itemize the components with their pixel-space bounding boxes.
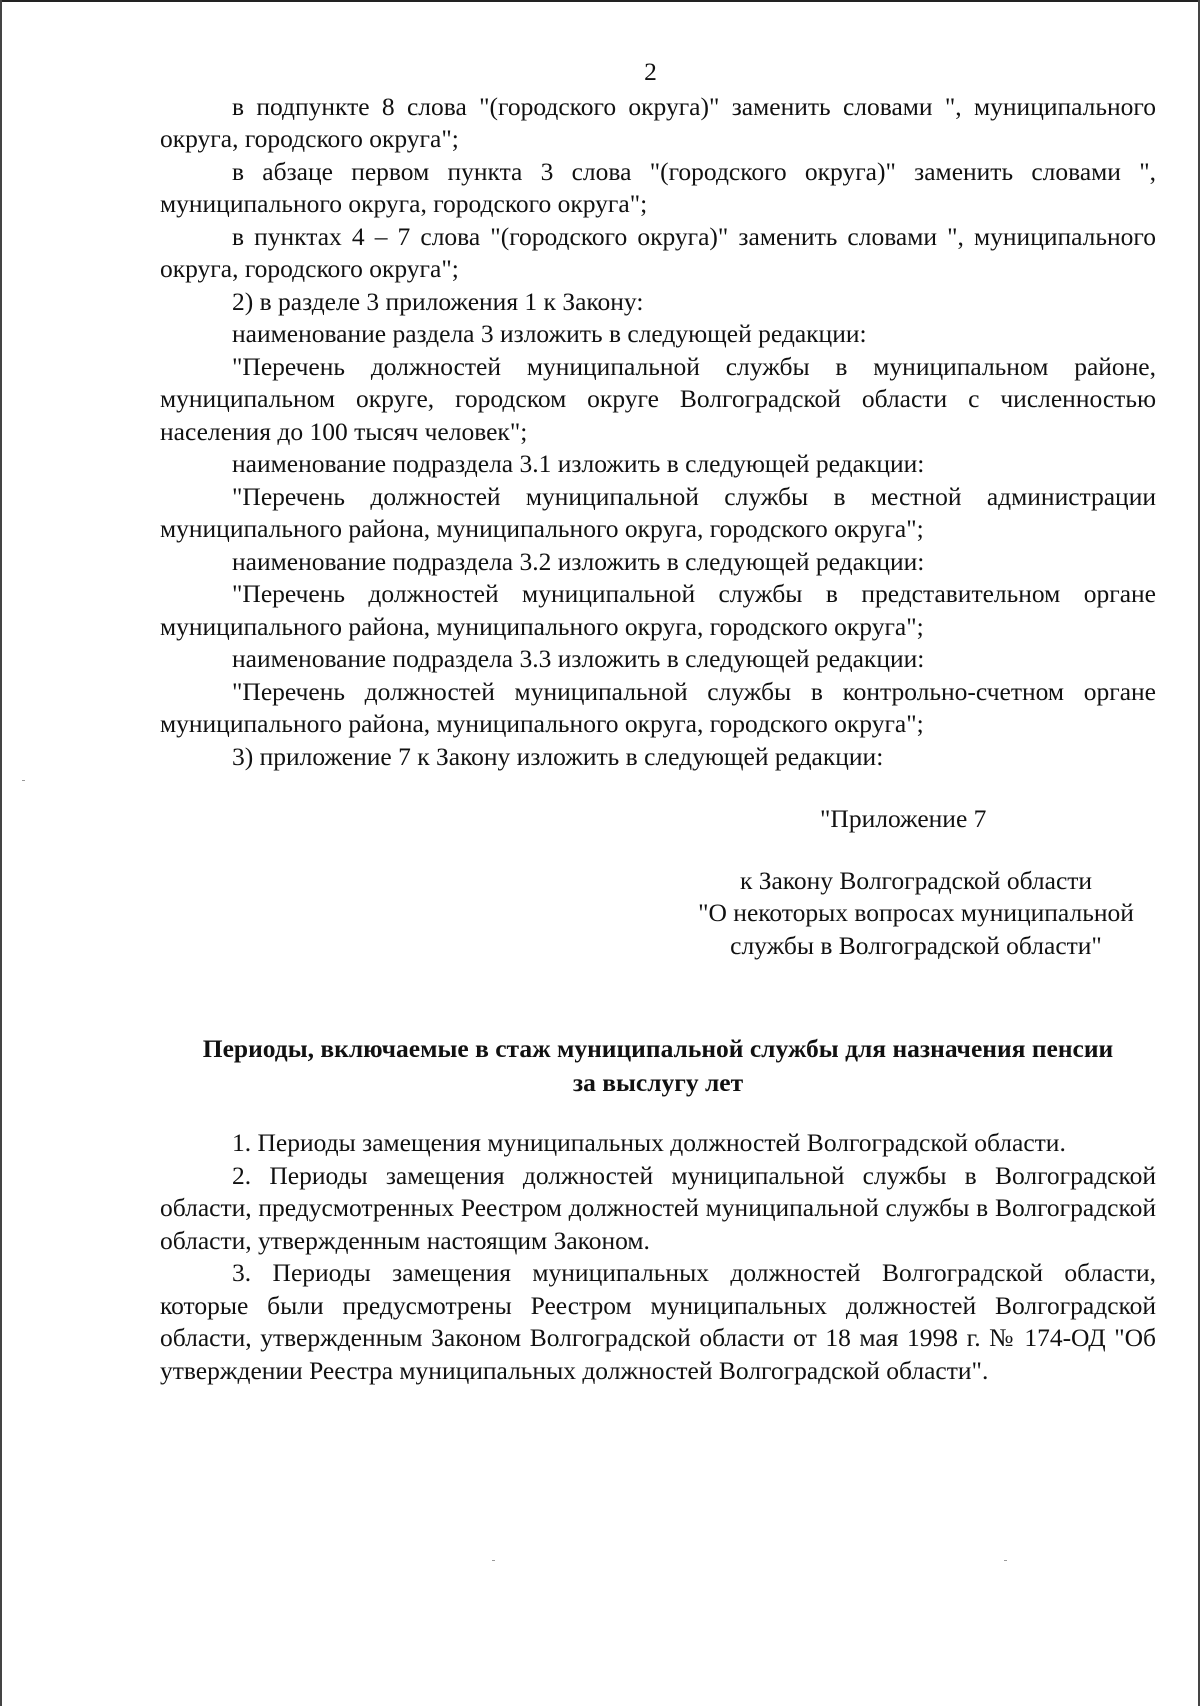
amendment-paragraph: 2) в разделе 3 приложения 1 к Закону: xyxy=(232,286,644,316)
amendment-paragraph: в пунктах 4 – 7 слова "(городского округа)" заменить словами ", муниципального округа, городского округа"; xyxy=(160,221,1156,283)
amendment-paragraph: наименование раздела 3 изложить в следующей редакции: xyxy=(232,319,867,348)
scan-speck xyxy=(22,780,25,781)
document-page xyxy=(160,56,1156,1387)
scan-border-top xyxy=(0,0,1200,2)
heading-line: Периоды, включаемые в стаж муниципальной службы для назначения пенсии xyxy=(202,1034,1114,1063)
amendment-paragraph: 3) приложение 7 к Закону изложить в следующей редакции: xyxy=(232,741,884,771)
page-number: 2 xyxy=(644,57,657,86)
amendment-paragraph: "Перечень должностей муниципальной службы в муниципальном районе, муниципальном округе, городском округе Волгоградской области с численностью населения до 100 тысяч человек"; xyxy=(160,351,1156,446)
list-item: 1. Периоды замещения муниципальных должностей Волгоградской области. xyxy=(232,1128,1066,1157)
amendment-paragraph: наименование подраздела 3.2 изложить в следующей редакции: xyxy=(232,546,925,576)
appendix-header xyxy=(160,803,1156,962)
amendment-paragraph: наименование подраздела 3.1 изложить в следующей редакции: xyxy=(232,449,925,478)
amendment-paragraph: в подпункте 8 слова "(городского округа)" заменить словами ", муниципального округа, городского округа"; xyxy=(160,91,1156,153)
appendix-ref-line: к Закону Волгоградской области xyxy=(739,865,1093,895)
scan-speck xyxy=(1004,1560,1007,1561)
amendment-paragraph: наименование подраздела 3.3 изложить в следующей редакции: xyxy=(232,644,925,673)
scan-speck xyxy=(492,1560,495,1561)
section-heading xyxy=(160,1032,1156,1100)
appendix-reference xyxy=(670,865,1162,963)
appendix-ref-line: службы в Волгоградской области" xyxy=(730,930,1102,960)
amendment-paragraph: "Перечень должностей муниципальной службы в представительном органе муниципального района, муниципального округа, городского округа"; xyxy=(160,579,1156,641)
amendment-paragraph: "Перечень должностей муниципальной службы в местной администрации муниципального района, муниципального округа, городского округа"; xyxy=(160,481,1156,543)
scan-border-left xyxy=(0,0,2,1706)
list-item: 2. Периоды замещения должностей муниципальной службы в Волгоградской области, предусмотренных Реестром должностей муниципальной службы в Волгоградской области, утвержденным настоящим Законом. xyxy=(160,1160,1156,1255)
periods-list xyxy=(160,1127,1156,1387)
appendix-ref-line: "О некоторых вопросах муниципальной xyxy=(698,898,1134,927)
amendment-paragraph: в абзаце первом пункта 3 слова "(городского округа)" заменить словами ", муниципального округа, городского округа"; xyxy=(160,156,1156,218)
list-item: 3. Периоды замещения муниципальных должностей Волгоградской области, которые были предусмотрены Реестром муниципальных должностей Волгоградской области, утвержденным Законом Волгоградской области от 18 мая 1998 г. № 174-ОД "Об утверждении Реестра муниципальных должностей Волгоградской области". xyxy=(160,1258,1156,1385)
amendment-paragraph: "Перечень должностей муниципальной службы в контрольно-счетном органе муниципального района, муниципального округа, городского округа"; xyxy=(160,676,1156,738)
heading-line: за выслугу лет xyxy=(572,1068,744,1097)
appendix-title: "Приложение 7 xyxy=(820,804,987,833)
